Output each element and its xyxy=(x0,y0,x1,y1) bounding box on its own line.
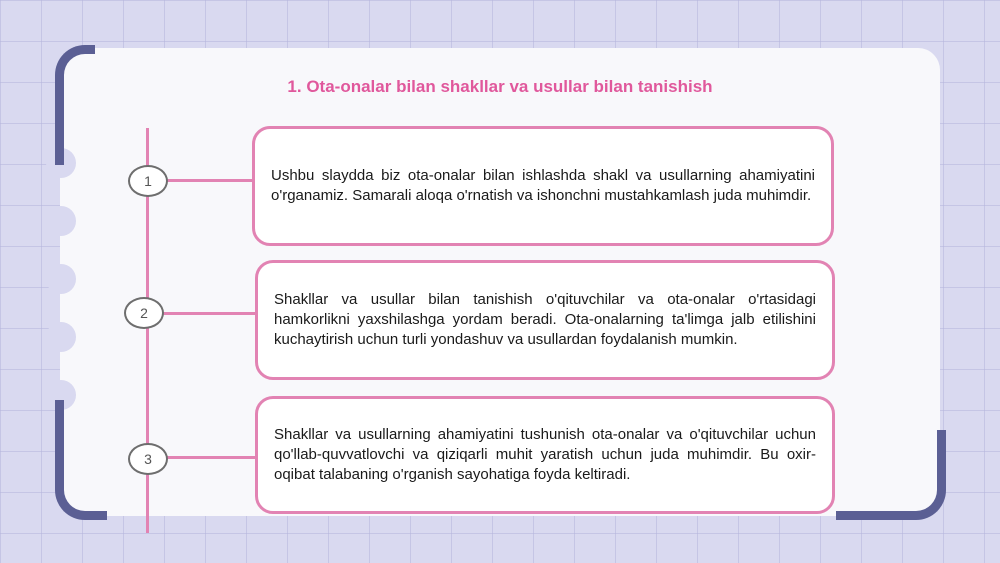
card-notch xyxy=(46,322,76,352)
card-notch xyxy=(46,206,76,236)
timeline-connector xyxy=(166,456,256,459)
corner-bracket-top-left xyxy=(55,45,95,165)
step-text-3: Shakllar va usullarning ahamiyatini tushunish ota-onalar va o'qituvchilar uchun qo'llab-quvvatlovchi va qiziqarli muhit yaratish uchun juda muhimdir. Bu oxir-oqibat talabaning o'rganish sayohatiga foyda keltiradi. xyxy=(274,426,816,483)
corner-bracket-bottom-right xyxy=(836,430,946,520)
step-number-1: 1 xyxy=(128,165,168,197)
step-text-1: Ushbu slaydda biz ota-onalar bilan ishlashda shakl va usullarning ahamiyatini o'rganamiz. Samarali aloqa o'rnatish va ishonchni mustahkamlash juda muhimdir. xyxy=(271,167,815,204)
slide-title: 1. Ota-onalar bilan shakllar va usullar bilan tanishish xyxy=(287,77,713,96)
step-number-3: 3 xyxy=(128,443,168,475)
step-text-2: Shakllar va usullar bilan tanishish o'qituvchilar va ota-onalar o'rtasidagi hamkorlikni yaxshilashga yordam beradi. Ota-onalarning ta'limga jalb etilishini kuchaytirish uchun turli yondashuv va usullardan foydalanish mumkin. xyxy=(274,291,816,348)
timeline-connector xyxy=(166,179,252,182)
step-box-3 xyxy=(255,396,835,514)
corner-bracket-bottom-left xyxy=(55,400,107,520)
step-number-2: 2 xyxy=(124,297,164,329)
timeline-connector xyxy=(162,312,256,315)
step-box-2 xyxy=(255,260,835,380)
card-notch xyxy=(46,264,76,294)
step-box-1 xyxy=(252,126,834,246)
